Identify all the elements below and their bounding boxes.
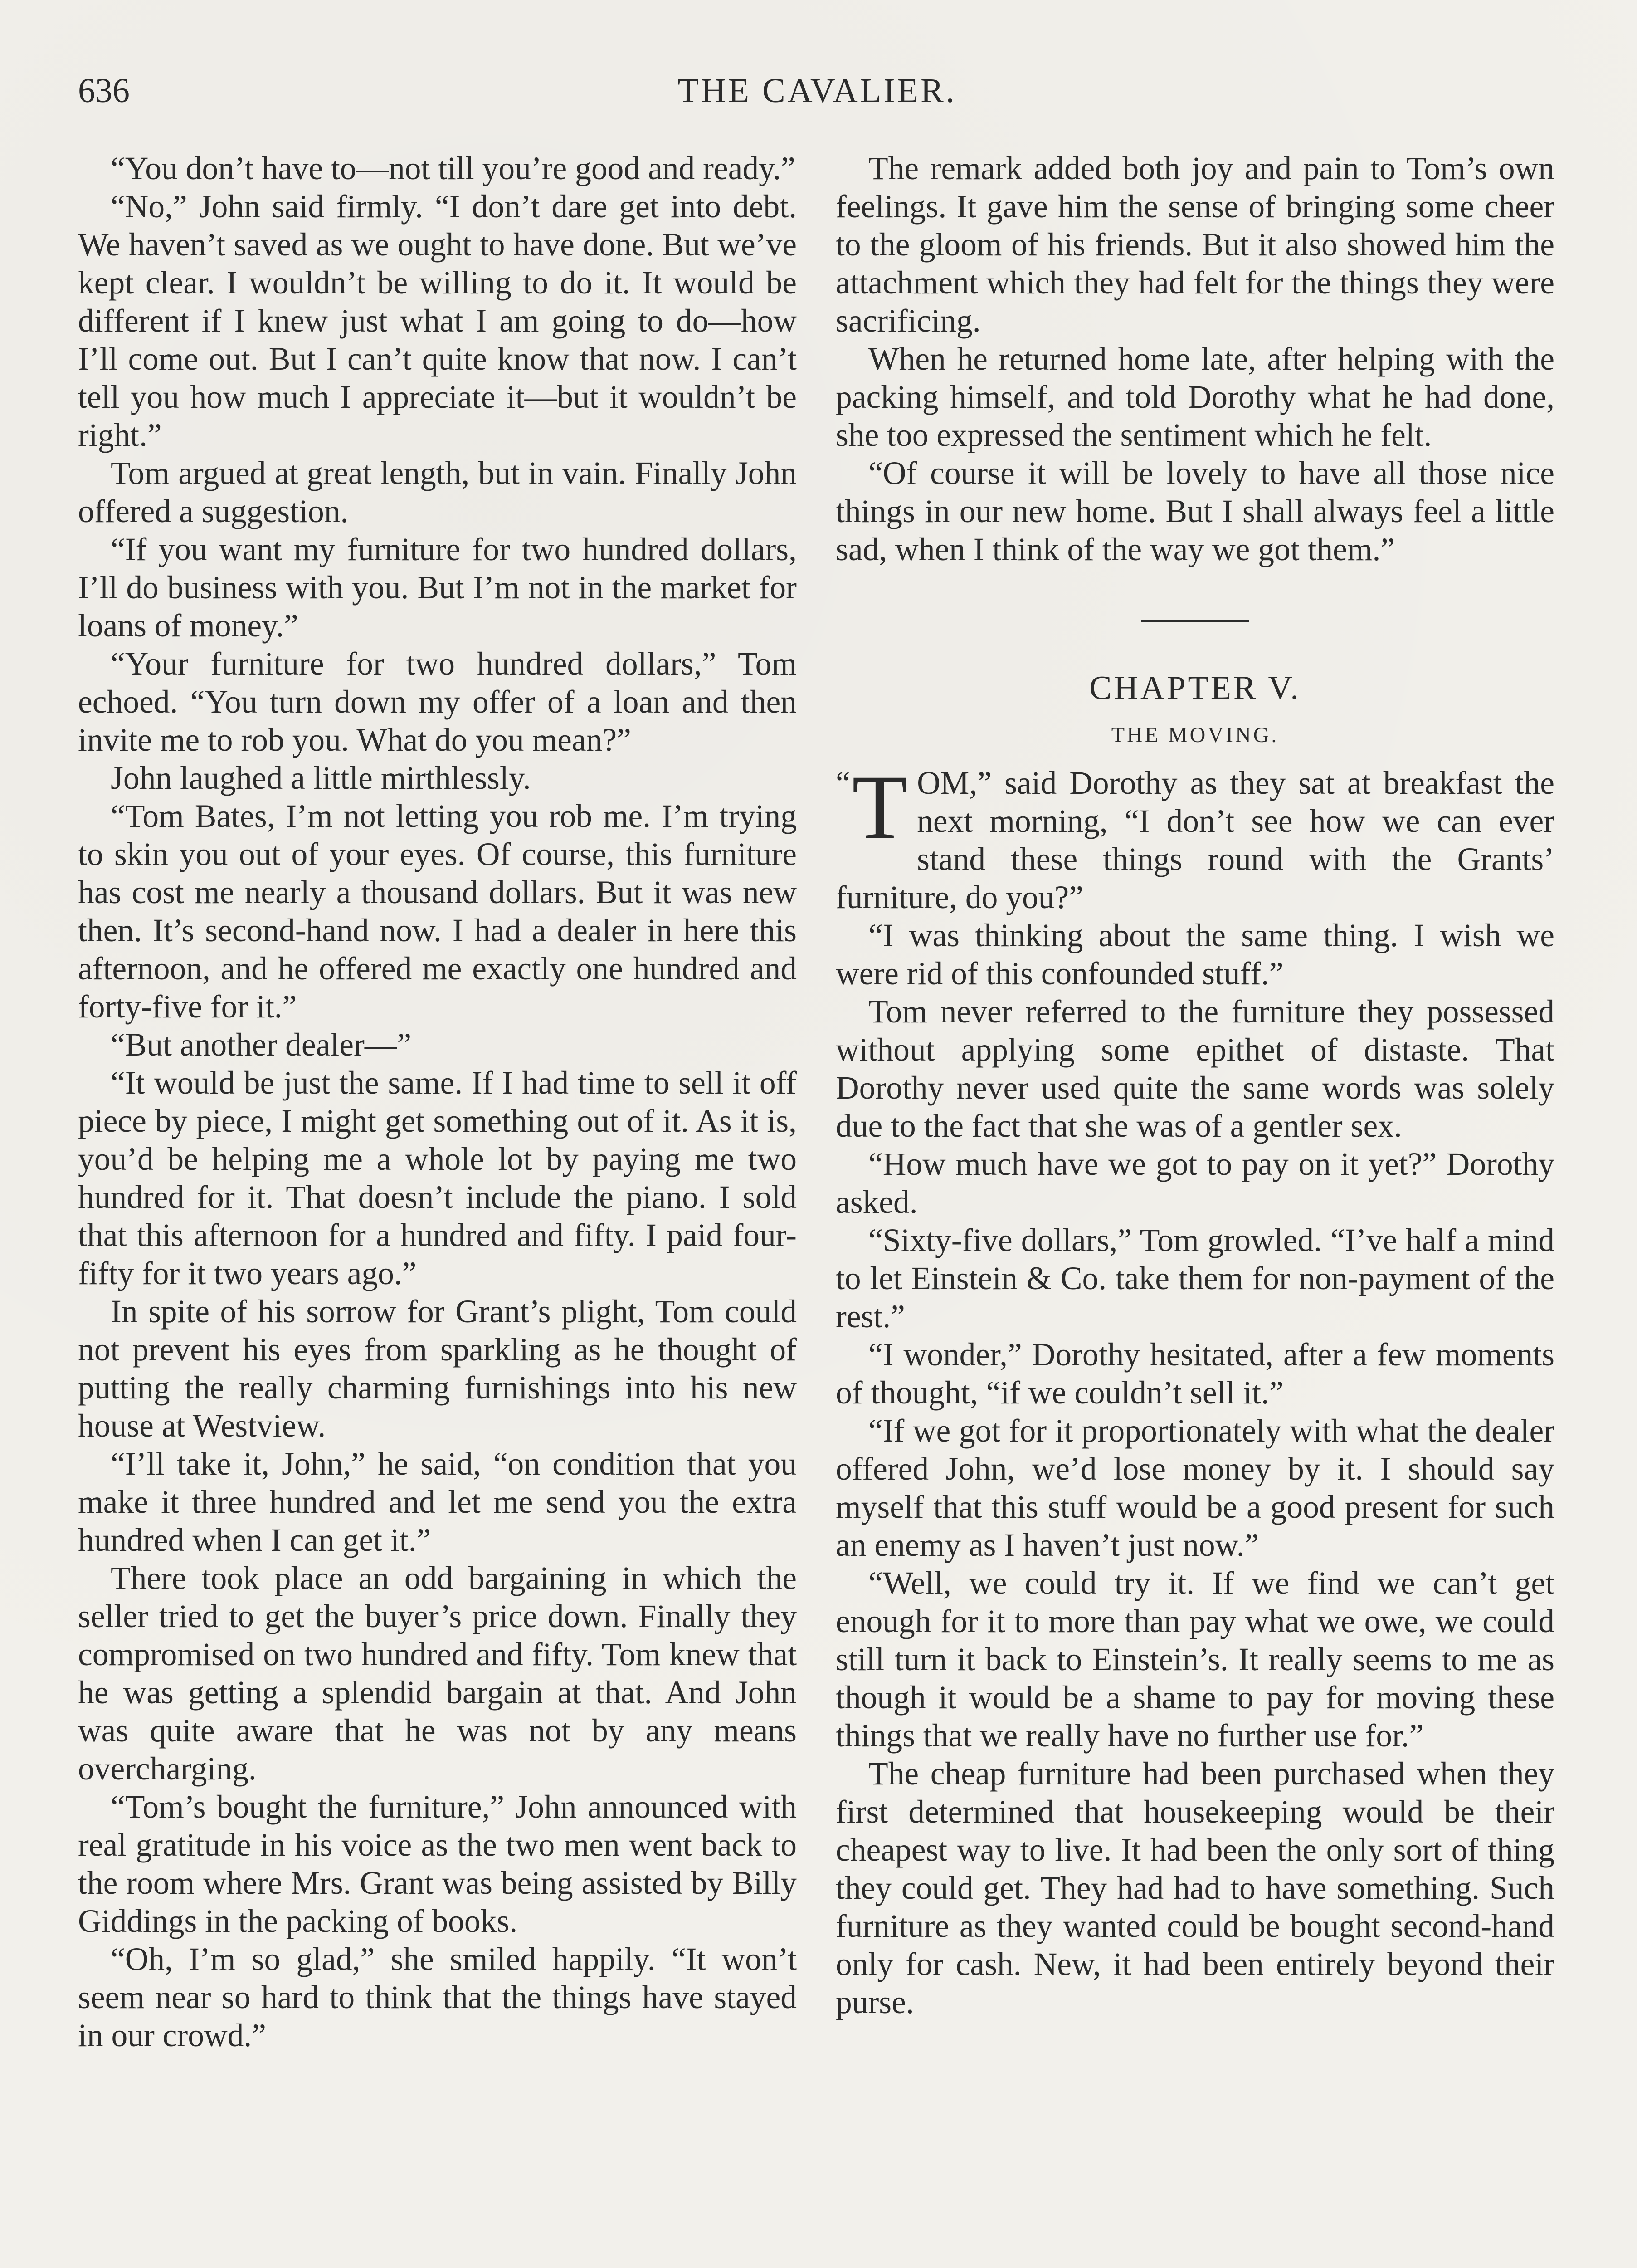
paragraph: “You don’t have to—not till you’re good and ready.” (111, 151, 795, 186)
paragraph: “No,” John said firmly. “I don’t dare get into debt. We haven’t saved as we ought to have done. But we’ve kept clear. I wouldn’t be willing to do it. It would be different if I knew just what I am going to do—how I’ll come out. But I can’t quite know that now. I can’t tell you how much I appreciate it—but it wouldn’t be right.” (78, 189, 797, 453)
paragraph: “I’ll take it, John,” he said, “on condition that you make it three hundred and let me send you the extra hundred when I can get it.” (78, 1446, 797, 1558)
paragraph: Tom never referred to the furniture they possessed without applying some epithet of distaste. That Dorothy never used quite the same words was solely due to the fact that she was of a gentler sex. (836, 994, 1554, 1144)
paragraph: “Of course it will be lovely to have all those nice things in our new home. But I shall always feel a little sad, when I think of the way we got them.” (836, 455, 1554, 567)
paragraph: “I was thinking about the same thing. I wish we were rid of this confounded stuff.” (836, 918, 1554, 992)
left-column (78, 150, 797, 2055)
paragraph: The cheap furniture had been purchased when they first determined that housekeeping would be their cheapest way to live. It had been the only sort of thing they could get. They had had to have something. Such furniture as they wanted could be bought second-hand only for cash. New, it had been entirely beyond their purse. (836, 1756, 1554, 2020)
paragraph: “Tom’s bought the furniture,” John announced with real gratitude in his voice as the two men went back to the room where Mrs. Grant was being assisted by Billy Giddings in the packing of books. (78, 1789, 797, 1939)
paragraph: Tom argued at great length, but in vain. Finally John offered a suggestion. (78, 455, 797, 529)
drop-cap: T (852, 756, 908, 858)
paragraph: “Oh, I’m so glad,” she smiled happily. “It won’t seem near so hard to think that the things have stayed in our crowd.” (78, 1941, 797, 2053)
paragraph: “If you want my furniture for two hundred dollars, I’ll do business with you. But I’m not in the market for loans of money.” (78, 532, 797, 644)
opening-paragraph-text: OM,” said Dorothy as they sat at breakfast the next morning, “I don’t see how we can ever stand these things round with the Grants’ furniture, do you?” (836, 765, 1554, 915)
paragraph: “Your furniture for two hundred dollars,” Tom echoed. “You turn down my offer of a loan and then invite me to rob you. What do you mean?” (78, 646, 797, 758)
paragraph: “But another dealer—” (111, 1027, 412, 1063)
paragraph: John laughed a little mirthlessly. (111, 760, 531, 796)
paragraph: “If we got for it proportionately with what the dealer offered John, we’d lose money by it. I should say myself that this stuff would be a good present for such an enemy as I haven’t just now.” (836, 1413, 1554, 1563)
paragraph: The remark added both joy and pain to Tom’s own feelings. It gave him the sense of bringing some cheer to the gloom of his friends. But it also showed him the attachment which they had felt for the things they were sacrificing. (836, 151, 1554, 339)
paragraph: When he returned home late, after helping with the packing himself, and told Dorothy what he had done, she too expressed the sentiment which he felt. (836, 341, 1554, 453)
chapter-subtitle: THE MOVING. (1111, 723, 1279, 747)
paragraph: “It would be just the same. If I had time to sell it off piece by piece, I might get something out of it. As it is, you’d be helping me a whole lot by paying me two hundred for it. That doesn’t include the piano. I sold that this afternoon for a hundred and fifty. I paid four-fifty for it two years ago.” (78, 1065, 797, 1291)
chapter-heading: CHAPTER V. (1089, 670, 1301, 707)
right-column (836, 150, 1554, 2022)
paragraph: “I wonder,” Dorothy hesitated, after a few moments of thought, “if we couldn’t sell it.” (836, 1337, 1554, 1411)
chapter-opening (836, 756, 1554, 917)
paragraph: “How much have we got to pay on it yet?” Dorothy asked. (836, 1146, 1554, 1220)
opening-paragraph (836, 756, 1554, 917)
page-header (78, 68, 1556, 113)
paragraph: “Sixty-five dollars,” Tom growled. “I’ve half a mind to let Einstein & Co. take them for non-payment of the rest.” (836, 1222, 1554, 1334)
paragraph: There took place an odd bargaining in which the seller tried to get the buyer’s price down. Finally they compromised on two hundred and fifty. Tom knew that he was getting a splendid bargain at that. And John was quite aware that he was not by any means overcharging. (78, 1560, 797, 1787)
page-number: 636 (78, 72, 130, 110)
opening-quote-mark: “ (836, 765, 850, 801)
paragraph: “Well, we could try it. If we find we can’t get enough for it to more than pay what we owe, we could still turn it back to Einstein’s. It really seems to me as though it would be a shame to pay for moving these things that we really have no further use for.” (836, 1565, 1554, 1754)
paragraph: “Tom Bates, I’m not letting you rob me. I’m trying to skin you out of your eyes. Of course, this furniture has cost me nearly a thousand dollars. But it was new then. It’s second-hand now. I had a dealer in here this afternoon, and he offered me exactly one hundred and forty-five for it.” (78, 798, 797, 1025)
paragraph: In spite of his sorrow for Grant’s plight, Tom could not prevent his eyes from sparkling as he thought of putting the really charming furnishings into his new house at Westview. (78, 1294, 797, 1444)
running-title: THE CAVALIER. (677, 72, 957, 110)
section-divider (1141, 620, 1249, 622)
